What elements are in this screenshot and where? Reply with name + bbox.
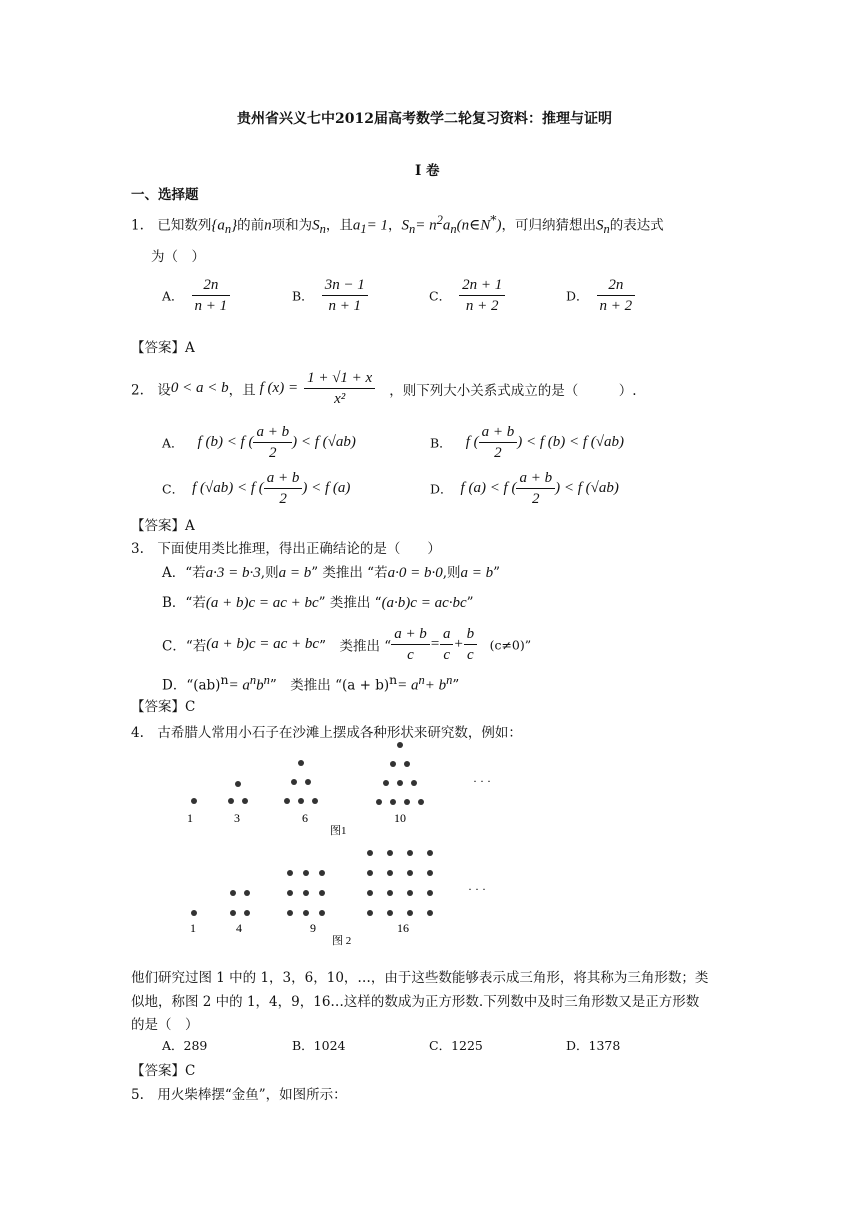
q1-option-a <box>162 275 230 316</box>
q1-text: ， <box>388 217 402 234</box>
q4-option-b: B．1024 <box>292 1038 346 1053</box>
pebble <box>228 798 234 804</box>
question-3-stem: 3. 下面使用类比推理，得出正确结论的是（ ） <box>131 541 441 557</box>
pebble <box>407 910 413 916</box>
pebble <box>407 890 413 896</box>
figure-1-label: 1 <box>187 811 193 825</box>
figure-2-label: 1 <box>190 921 196 935</box>
q1-a1-val: = 1 <box>366 217 389 234</box>
fraction-denominator: x² <box>334 391 346 407</box>
q3-math: + <box>453 636 464 652</box>
pebble <box>407 850 413 856</box>
fraction-numerator: 2n <box>192 275 231 296</box>
q1-text: ，可归纳猜想出 <box>501 217 596 234</box>
fraction-denominator: n + 2 <box>599 298 633 314</box>
pebble <box>319 870 325 876</box>
pebble <box>387 910 393 916</box>
fraction-denominator: 2 <box>494 445 502 461</box>
q1-eq-cond-sup: * <box>490 212 497 227</box>
q3-option-d <box>162 672 459 695</box>
fraction-numerator: 1 + √1 + x <box>304 368 375 389</box>
q3-sup: n <box>446 673 453 687</box>
q2-option-c <box>162 468 350 509</box>
q3-text: ” <box>452 677 460 694</box>
q1-eq-sup: 2 <box>436 213 443 227</box>
fraction-numerator: 2n <box>597 275 636 296</box>
pebble <box>418 799 424 805</box>
q4-paragraph-line-1: 他们研究过图 1 中的 1，3，6，10，…，由于这些数能够表示成三角形，将其称为三角形数；类 <box>131 970 709 986</box>
pebble <box>407 870 413 876</box>
q1-text: 项和为 <box>271 217 313 234</box>
option-label: B． <box>430 435 452 451</box>
pebble <box>367 870 373 876</box>
option-label: A． <box>162 288 184 304</box>
figure-1-label: 10 <box>394 811 406 825</box>
pebble <box>298 798 304 804</box>
pebble <box>305 779 311 785</box>
pebble <box>387 890 393 896</box>
question-1-stem <box>131 212 664 237</box>
q4-option-a: A．289 <box>162 1038 208 1053</box>
q3-answer: 【答案】C <box>131 699 196 715</box>
q3-math: a·0 = b·0 <box>387 565 443 581</box>
pebble <box>319 910 325 916</box>
q1-option-d <box>566 275 635 316</box>
option-expr: f (b) < f ( <box>197 434 254 450</box>
question-4-stem: 4. 古希腊人常用小石子在沙滩上摆成各种形状来研究数，例如： <box>131 725 522 741</box>
pebble <box>284 798 290 804</box>
fraction-denominator: n + 1 <box>328 298 362 314</box>
pebble <box>367 890 373 896</box>
pebble <box>298 760 304 766</box>
q1-option-c <box>429 275 505 316</box>
q1-text: 1. 已知数列 <box>131 217 212 234</box>
pebble <box>367 850 373 856</box>
pebble <box>427 910 433 916</box>
q1-text: ，且 <box>325 217 353 234</box>
pebble <box>191 910 197 916</box>
pebble <box>376 799 382 805</box>
q3-text: C．“若 <box>162 638 207 655</box>
pebble <box>427 890 433 896</box>
pebble <box>390 799 396 805</box>
option-label: C． <box>162 481 185 497</box>
q3-math: = <box>429 636 440 652</box>
q1-eq-sub: n <box>409 222 416 237</box>
figure-1-ellipsis: · · · <box>473 774 491 788</box>
pebble <box>397 780 403 786</box>
q3-math: a = b <box>460 565 494 581</box>
q1-eq-a: a <box>442 217 451 234</box>
q1-option-b <box>292 275 368 316</box>
option-expr: f (a) < f ( <box>460 480 517 496</box>
q3-text: ” <box>493 565 501 581</box>
figure-2-label: 16 <box>397 921 409 935</box>
pebble <box>287 870 293 876</box>
pebble <box>427 850 433 856</box>
pebble <box>230 910 236 916</box>
q2-option-d <box>430 468 619 509</box>
q2-text: 2. 设 <box>131 382 171 399</box>
q3-math: a = b <box>278 565 312 581</box>
q1-S2-sub: n <box>603 222 610 237</box>
pebble <box>303 890 309 896</box>
q3-math: (a·b)c = ac·bc <box>381 595 467 611</box>
section-heading: 一、选择题 <box>131 187 199 203</box>
q3-text: ” 类推出 “若 <box>311 565 388 581</box>
q3-math: b <box>256 677 264 694</box>
fraction-numerator: a + b <box>479 422 518 443</box>
pebble <box>235 781 241 787</box>
q2-option-b <box>430 422 624 463</box>
fraction-denominator: 2 <box>269 445 277 461</box>
figure-1-label: 6 <box>302 811 308 825</box>
q2-option-a <box>162 422 356 463</box>
q1-eq-cond-end: ) <box>496 217 502 234</box>
pebble <box>383 780 389 786</box>
q3-text: (c≠0)” <box>477 637 532 653</box>
fraction-numerator: a + b <box>391 624 430 645</box>
q1-S-sub: n <box>319 222 326 237</box>
pebble <box>303 910 309 916</box>
q1-eq-rhs: = n <box>415 217 437 234</box>
q3-text: A．“若 <box>162 565 206 581</box>
q3-text: ,则 <box>260 565 279 581</box>
option-expr: ) < f (a) <box>302 480 351 496</box>
q4-paragraph-line-2: 似地，称图 2 中的 1，4，9，16…这样的数成为正方形数.下列数中及时三角形数又是正方形数 <box>131 994 700 1010</box>
q1-seq: {a <box>211 217 225 234</box>
q3-sup: n <box>418 673 425 687</box>
volume-heading: I 卷 <box>415 163 440 179</box>
q3-text: B．“若 <box>162 595 206 611</box>
q2-text: ，则下列大小关系式成立的是（ ）. <box>389 382 637 399</box>
fraction-numerator: a + b <box>253 422 292 443</box>
fraction-denominator: c <box>466 647 474 663</box>
q4-option-c: C．1225 <box>429 1038 483 1053</box>
fraction-numerator: 3n − 1 <box>322 275 368 296</box>
option-expr: ) < f (√ab) <box>292 434 356 450</box>
option-label: B． <box>292 288 314 304</box>
fraction-denominator: 2 <box>279 491 287 507</box>
question-2-stem <box>131 368 637 409</box>
q3-text: ” 类推出 “ <box>318 595 382 611</box>
q1-seq-sub: n <box>224 222 232 237</box>
q2-condition: 0 < a < b <box>170 380 229 396</box>
pebble <box>319 890 325 896</box>
q1-a1-sub: 1 <box>360 222 367 237</box>
pebble <box>397 742 403 748</box>
pebble <box>287 910 293 916</box>
q3-math: a·3 = b·3 <box>205 565 261 581</box>
q1-eq: S <box>401 217 410 234</box>
fraction-denominator: c <box>407 647 414 663</box>
q3-text: ” <box>466 595 474 611</box>
q4-paragraph-line-3: 的是（ ） <box>131 1017 199 1033</box>
q3-sup: n <box>263 673 270 687</box>
q1-n: n <box>264 217 272 234</box>
q1-text: 的前 <box>237 217 265 234</box>
q1-seq-end: } <box>231 217 238 234</box>
pebble <box>390 761 396 767</box>
figure-2-label: 4 <box>236 921 242 935</box>
pebble <box>191 798 197 804</box>
q1-answer: 【答案】A <box>131 340 195 356</box>
pebble <box>404 761 410 767</box>
pebble <box>312 798 318 804</box>
q2-text: ，且 <box>228 382 256 399</box>
q3-text: ,则 <box>442 565 461 581</box>
option-expr: ) < f (√ab) <box>555 480 619 496</box>
q3-math: = a <box>228 677 250 694</box>
pebble <box>287 890 293 896</box>
q3-option-b <box>162 591 474 612</box>
pebble <box>387 850 393 856</box>
pebble <box>244 890 250 896</box>
question-5-stem: 5. 用火柴棒摆“金鱼”，如图所示： <box>131 1087 347 1103</box>
q3-option-a <box>162 561 500 582</box>
fraction-denominator: n + 2 <box>465 298 499 314</box>
figure-2-caption: 图 2 <box>332 935 352 947</box>
pebble <box>367 910 373 916</box>
pebble <box>411 780 417 786</box>
q1-text: 的表达式 <box>609 217 664 234</box>
q2-answer: 【答案】A <box>131 518 195 534</box>
q1-S: S <box>312 217 320 234</box>
q3-text: ” 类推出 “ <box>319 638 392 655</box>
pebble <box>387 870 393 876</box>
fraction-denominator: n + 1 <box>194 298 228 314</box>
q3-math: + b <box>424 677 447 694</box>
q3-math: (a + b)c = ac + bc <box>205 595 319 611</box>
q3-option-c <box>162 624 531 665</box>
figure-2-ellipsis: · · · <box>468 882 486 896</box>
q3-text: ” 类推出 “(a + b) <box>269 677 390 694</box>
fraction-denominator: 2 <box>532 491 540 507</box>
option-expr: f (√ab) < f ( <box>192 480 264 496</box>
option-label: A． <box>162 435 184 451</box>
pebble <box>244 910 250 916</box>
q3-math: (a + b)c = ac + bc <box>206 636 320 652</box>
q1-eq-a-sub: n <box>450 222 457 237</box>
option-expr: ) < f (b) < f (√ab) <box>517 434 625 450</box>
figure-1-caption: 图1 <box>330 825 347 837</box>
figure-1-label: 3 <box>234 811 240 825</box>
option-label: D． <box>566 288 589 304</box>
figure-1-triangular-numbers <box>160 738 530 838</box>
fraction-numerator: 2n + 1 <box>459 275 505 296</box>
q3-sup: n <box>389 672 398 687</box>
pebble <box>427 870 433 876</box>
q1-S2: S <box>596 217 604 234</box>
option-label: D． <box>430 481 453 497</box>
q4-answer: 【答案】C <box>131 1063 196 1079</box>
fraction-numerator: a + b <box>516 468 555 489</box>
pebble <box>303 870 309 876</box>
pebble <box>230 890 236 896</box>
q2-fx: f (x) = <box>259 380 299 396</box>
fraction-denominator: c <box>443 647 451 663</box>
option-label: C． <box>429 288 452 304</box>
pebble <box>242 798 248 804</box>
q3-text: D．“(ab) <box>162 677 221 694</box>
q1-a1: a <box>352 217 361 234</box>
fraction-numerator: a <box>440 624 454 645</box>
q1-eq-cond: (n∈N <box>456 217 491 234</box>
fraction-numerator: a + b <box>264 468 303 489</box>
figure-2-label: 9 <box>310 921 316 935</box>
q4-option-d: D．1378 <box>566 1038 621 1053</box>
pebble <box>291 779 297 785</box>
question-1-stem-line2: 为（ ） <box>151 249 205 265</box>
document-title: 贵州省兴义七中2012届高考数学二轮复习资料：推理与证明 <box>237 111 612 127</box>
option-expr: f ( <box>465 434 479 450</box>
q3-sup: n <box>220 672 229 687</box>
figure-2-square-numbers <box>160 843 530 953</box>
q3-sup: n <box>249 673 257 687</box>
q3-math: = a <box>397 677 419 694</box>
pebble <box>404 799 410 805</box>
fraction-numerator: b <box>464 624 478 645</box>
